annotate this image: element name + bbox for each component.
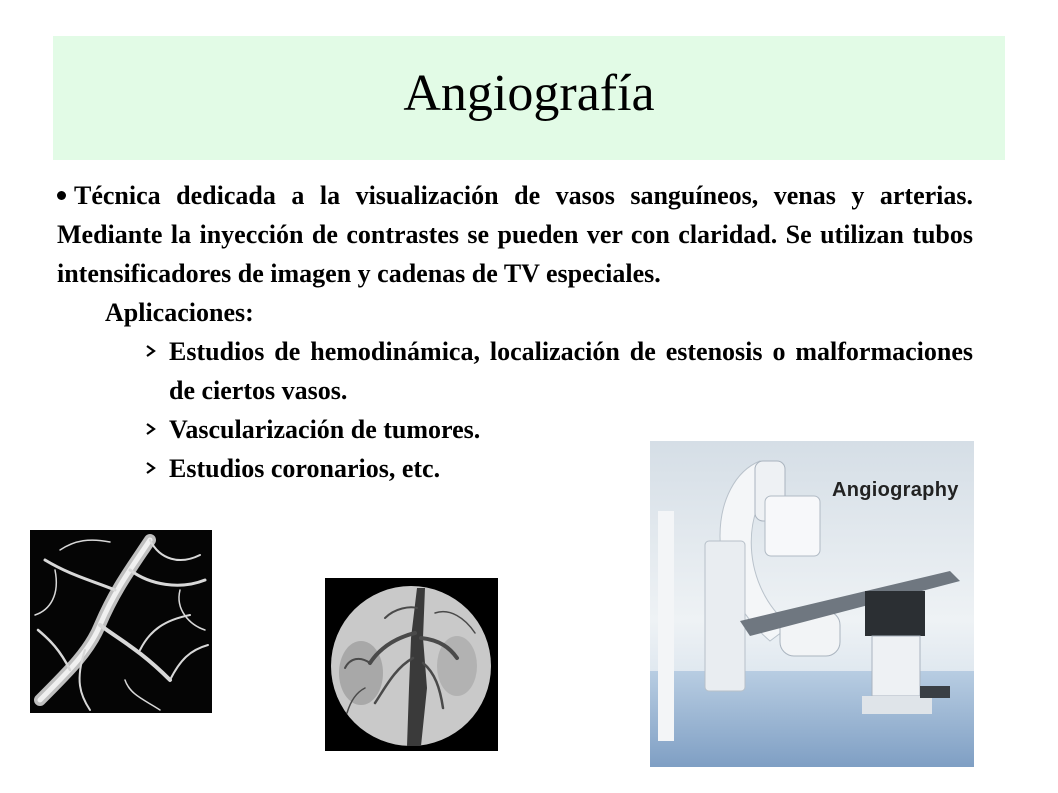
intro-text: Técnica dedicada a la visualización de vasos sanguíneos, venas y arterias. Mediante la inyección de contrastes se pueden ver con claridad. Se utilizan tubos intensificadores de imagen y cadenas de TV especiales. bbox=[57, 181, 973, 288]
angiography-machine-image bbox=[650, 441, 974, 767]
arrow-bullet-icon bbox=[145, 344, 157, 358]
arrow-bullet-icon bbox=[145, 461, 157, 475]
image-caption: Angiography bbox=[832, 479, 959, 501]
intro-paragraph bbox=[57, 176, 973, 293]
slide-title: Angiografía bbox=[403, 65, 655, 122]
application-text: Estudios de hemodinámica, localización de estenosis o malformaciones de ciertos vasos. bbox=[169, 337, 973, 405]
arrow-bullet-icon bbox=[145, 422, 157, 436]
bullet-icon bbox=[57, 191, 66, 200]
applications-heading: Aplicaciones: bbox=[105, 298, 254, 327]
application-text: Estudios coronarios, etc. bbox=[169, 454, 441, 483]
list-item bbox=[145, 332, 973, 410]
vessel-angiogram-image bbox=[30, 530, 212, 713]
abdominal-angiogram-image bbox=[325, 578, 498, 751]
application-text: Vascularización de tumores. bbox=[169, 415, 481, 444]
